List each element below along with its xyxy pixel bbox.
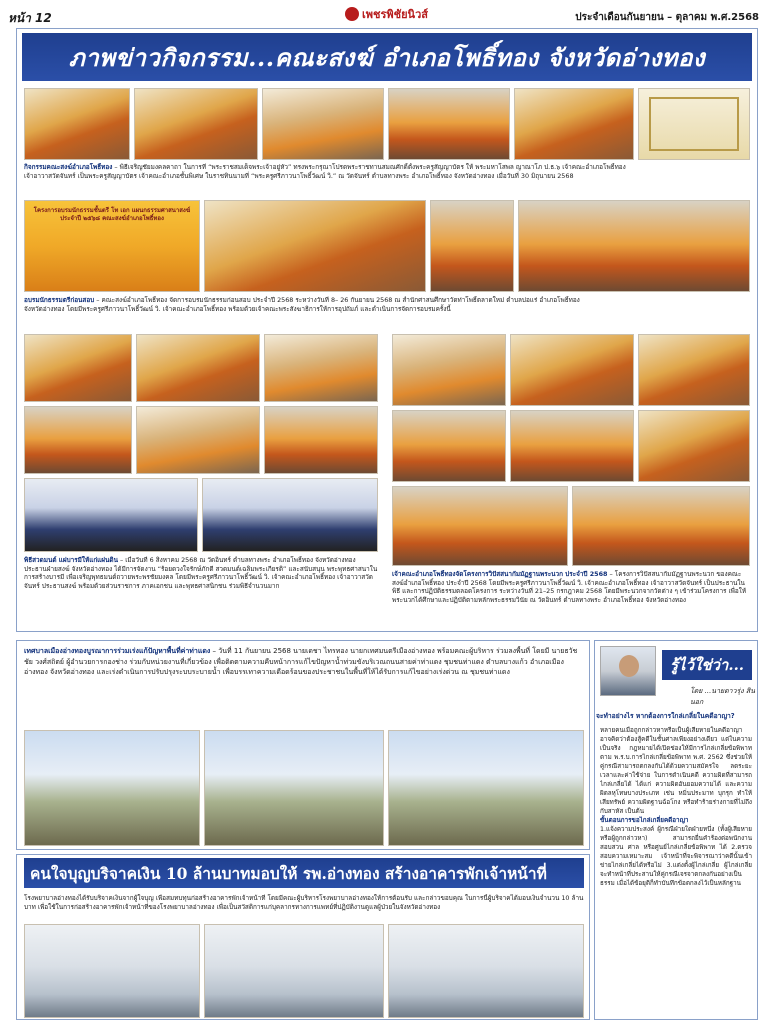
photo-donation-1: [24, 924, 200, 1018]
photo-prayer-6: [264, 406, 378, 474]
column-subhead: ขั้นตอนการขอไกล่เกลี่ยคดีอาญา: [600, 817, 689, 824]
photo-prayer-5: [136, 406, 260, 474]
photo-meditation-1: [392, 334, 506, 406]
newspaper-logo: [345, 4, 429, 24]
photo-ceremony-1: [24, 88, 130, 160]
photo-ceremony-5: [514, 88, 634, 160]
right-caption-text: – โครงการวิปัสสนากัมมัฏฐานพระนวก ของคณะสงฆ์อำเภอโพธิ์ทอง ประจำปี 2568 โดยมีพระครูศรีภาวนาโพธิ์วัฒน์ วิ. เจ้าคณะอำเภอโพธิ์ทอง เจ้าอาวาสวัดจันทร์ เป็นประธานในพิธี และการปฏิบัติธรรมตลอดโครงการ ระหว่างวันที่ 21–25 กรกฎาคม 2568 โดยมีพระนวกจากวัดต่าง ๆ เข้าร่วมโครงการ เพื่อให้พระนวกได้ศึกษาและปฏิบัติตามหลักพระธรรมวินัย ณ วัดอินทร์ ตำบลทางพระ อำเภอโพธิ์ทอง จังหวัดอ่างทอง: [392, 570, 747, 604]
news-headline-lead: เทศบาลเมืองอ่างทองบูรณาการร่วมเร่งแก้ปัญหาพื้นที่ค่าท่าแดง: [24, 647, 211, 655]
photo-site-visit-3: [388, 730, 584, 846]
photo-prayer-3: [264, 334, 378, 402]
photo-prayer-2: [136, 334, 260, 402]
row1-caption-text: – พิธีเจริญชัยมงคลคาถา ในการที่ “พระราชสมเด็จพระเจ้าอยู่หัว” ทรงพระกรุณาโปรดพระราชทานสมณศักดิ์ตั้งพระครูสัญญาบัตร ให้ พระมหาโสพล ญาณาโภ ป.ธ.๖ เจ้าคณะอำเภอโพธิ์ทอง: [112, 163, 626, 171]
column-title: รู้ไว้ใช่ว่า...: [662, 650, 752, 680]
row1-caption-text-2: เจ้าอาวาสวัดจันทร์ เป็นพระครูสัญญาบัตร เจ้าคณะอำเภอชั้นพิเศษ ในราชทินนามที่ “พระครูศรีภาวนาโพธิ์วัฒน์ วิ.” ณ วัดจันทร์ ตำบลทางพระ อำเภอโพธิ์ทอง จังหวัดอ่างทอง เมื่อวันที่ 30 มิถุนายน 2568: [24, 171, 574, 180]
right-caption-lead: เจ้าคณะอำเภอโพธิ์ทองจัดโครงการวิปัสสนากัมมัฏฐานพระนวก ประจำปี 2568: [392, 570, 608, 578]
photo-prayer-1: [24, 334, 132, 402]
photo-prayer-group-1: [24, 478, 198, 552]
photo-training-2: [430, 200, 514, 292]
column-question: จะทำอย่างไร หากต้องการใกล่เกลี่ยในคดีอาญา?: [596, 712, 735, 720]
photo-ceremony-4: [388, 88, 510, 160]
columnist-portrait: [600, 646, 656, 696]
news-headline: [24, 646, 584, 678]
row2-caption: [24, 296, 752, 316]
photo-donation-2: [204, 924, 384, 1018]
photo-training-poster: [24, 200, 200, 292]
photo-meditation-3: [638, 334, 750, 406]
photo-meditation-2: [510, 334, 634, 406]
photo-meditation-group-1: [392, 486, 568, 566]
legal-column: [594, 640, 756, 1020]
section-banner-title: ภาพข่าวกิจกรรม...คณะสงฆ์ อำเภอโพธิ์ทอง จังหวัดอ่างทอง: [22, 33, 752, 81]
donation-banner-title: คนใจบุญบริจาคเงิน 10 ล้านบาทมอบให้ รพ.อ่างทอง สร้างอาคารพักเจ้าหน้าที่: [24, 858, 584, 888]
photo-training-1: [204, 200, 426, 292]
photo-prayer-4: [24, 406, 132, 474]
logo-name: เพชรพิชัยนิวส์: [362, 7, 428, 21]
row1-caption-lead: กิจกรรมคณะสงฆ์อำเภอโพธิ์ทอง: [24, 163, 113, 171]
logo-emblem-icon: [345, 7, 359, 21]
right-caption: [392, 570, 752, 626]
photo-meditation-group-2: [572, 486, 750, 566]
column-byline: โดย ...นายดาวรุ่ง สินนอก: [690, 687, 755, 706]
row1-caption: [24, 163, 752, 191]
column-body: [600, 726, 752, 1018]
photo-certificate: [638, 88, 750, 160]
column-steps: 1.แจ้งความประสงค์ ผู้กรณีฝ่ายใดฝ่ายหนึ่ง (ทั้งผู้เสียหายหรือผู้ถูกกล่าวหา) สามารถยื่นคำร้องต่อพนักงานสอบสวน ศาล หรือศูนย์ไกล่เกลี่ยข้อพิพาท ได้ 2.ตรวจสอบความเหมาะสม เจ้าหน้าที่จะพิจารณาว่าคดีนั้นเข้าข่ายไกล่เกลี่ยได้หรือไม่ 3.แต่งตั้งผู้ไกล่เกลี่ย ผู้ไกล่เกลี่ยจะทำหน้าที่ประสานให้คู่กรณีเจรจาตกลงกันอย่างเป็นธรรม เมื่อได้ข้อยุติก็ทำบันทึกข้อตกลงไว้เป็นหลักฐาน: [600, 826, 752, 887]
poster-text: โครงการอบรมนักธรรมชั้นตรี โท เอก แผนกธรรมศาสนาสงฆ์ ประจำปี ๒๕๖๘ คณะสงฆ์อำเภอโพธิ์ทอง: [33, 207, 191, 222]
donation-text: โรงพยาบาลอ่างทองได้รับบริจาคเงินจากผู้ใจบุญ เพื่อสมทบทุนก่อสร้างอาคารพักเจ้าหน้าที่ โดยมีคณะผู้บริหารโรงพยาบาลอ่างทองให้การต้อนรับ และกล่าวขอบคุณ ในการนี้ผู้บริจาคได้มอบเงินจำนวน 10 ล้านบาท เพื่อใช้ในการก่อสร้างอาคารพักเจ้าหน้าที่ของโรงพยาบาลอ่างทอง เพื่อเป็นสวัสดิการแก่บุคลากรทางการแพทย์ที่ปฏิบัติงานดูแลผู้ป่วยในจังหวัดอ่างทอง: [24, 894, 584, 911]
issue-date: ประจำเดือนกันยายน – ตุลาคม พ.ศ.2568: [575, 12, 759, 23]
news-headline-text: – วันที่ 11 กันยายน 2568 นายเดชา ไทรทอง นายกเทศมนตรีเมืองอ่างทอง พร้อมคณะผู้บริหาร ร่วมลงพื้นที่ โดยมี นายธวัชชัย วงศ์สถิตย์ ผู้อำนวยการกองช่าง ร่วมกับหน่วยงานที่เกี่ยวข้อง เพื่อติดตามความคืบหน้าการแก้ไขปัญหาน้ำท่วมขังบริเวณถนนสายค่าท่าแดง ชุมชนท่าแดง ตำบลบางแก้ว อำเภอเมืองอ่างทอง จังหวัดอ่างทอง และเร่งดำเนินการปรับปรุงระบบระบายน้ำ เพื่อบรรเทาความเดือดร้อนของประชาชนในพื้นที่ให้ได้รับการแก้ไขอย่างเร่งด่วน ณ ชุมชนท่าแดง: [24, 647, 578, 676]
photo-ceremony-2: [134, 88, 258, 160]
photo-meditation-6: [638, 410, 750, 482]
photo-site-visit-1: [24, 730, 200, 846]
left-caption: [24, 556, 380, 626]
row2-caption-text: – คณะสงฆ์อำเภอโพธิ์ทอง จัดการอบรมนักธรรมก่อนสอบ ประจำปี 2568 ระหว่างวันที่ 8– 26 กันยายน 2568 ณ สำนักศาสนศึกษาวัดท่าโพธิ์ตลาดใหม่ ตำบลบ่อแร่ อำเภอโพธิ์ทอง: [94, 296, 580, 304]
photo-ceremony-3: [262, 88, 384, 160]
left-caption-lead: พิธีสวดมนต์ แผ่บารมีให้แก่แผ่นดิน: [24, 556, 118, 564]
photo-training-3: [518, 200, 750, 292]
column-body-text: หลายคนเมื่อถูกกล่าวหาหรือเป็นผู้เสียหายในคดีอาญา อาจคิดว่าต้องสู้คดีในชั้นศาลเพียงอย่างเดียว แต่ในความเป็นจริง กฎหมายได้เปิดช่องให้มีการไกล่เกลี่ยข้อพิพาท ตาม พ.ร.บ.การไกล่เกลี่ยข้อพิพาท พ.ศ. 2562 ซึ่งช่วยให้คู่กรณีสามารถตกลงกันได้ด้วยความสมัครใจ ลดระยะเวลาและค่าใช้จ่าย ในการดำเนินคดี ความผิดที่สามารถไกล่เกลี่ยได้ ได้แก่ ความผิดอันยอมความได้ และความผิดลหุโทษบางประเภท เช่น หมิ่นประมาท บุกรุก ทำให้เสียทรัพย์ ความผิดฐานฉ้อโกง หรือทำร้ายร่างกายที่ไม่ถึงกับสาหัส เป็นต้น: [600, 727, 752, 815]
page-number: หน้า 12: [8, 11, 52, 25]
photo-prayer-group-2: [202, 478, 378, 552]
photo-site-visit-2: [204, 730, 384, 846]
photo-meditation-4: [392, 410, 506, 482]
page-header: [0, 0, 773, 30]
row2-caption-text-2: จังหวัดอ่างทอง โดยมีพระครูศรีภาวนาโพธิ์วัฒน์ วิ. เจ้าคณะอำเภอโพธิ์ทอง พร้อมด้วยเจ้าคณะพระสังฆาธิการให้การอุปถัมภ์ และดำเนินการจัดการอบรมครั้งนี้: [24, 304, 451, 313]
photo-donation-3: [388, 924, 584, 1018]
row2-caption-lead: อบรมนักธรรมตรีก่อนสอบ: [24, 296, 95, 304]
left-caption-text: – เมื่อวันที่ 6 สิงหาคม 2568 ณ วัดอินทร์ ตำบลทางพระ อำเภอโพธิ์ทอง จังหวัดอ่างทอง ประธานฝ่ายสงฆ์ จังหวัดอ่างทอง ได้มีการจัดงาน “ร้อยดวงใจรักษ์ภักดี สวดมนต์เฉลิมพระเกียรติ” และสนับสนุน พระพุทธศาสนาในการสร้างบารมี เพื่อเจริญพุทธมนต์ถวายพระพรชัยมงคล โดยมีพระครูศรีภาวนาโพธิ์วัฒน์ วิ. เจ้าคณะอำเภอโพธิ์ทอง เจ้าอาวาสวัดจันทร์ ประธานสงฆ์ พร้อมด้วยส่วนราชการ ภาคเอกชน และพุทธศาสนิกชน ร่วมพิธีจำนวนมาก: [24, 556, 378, 590]
photo-meditation-5: [510, 410, 634, 482]
